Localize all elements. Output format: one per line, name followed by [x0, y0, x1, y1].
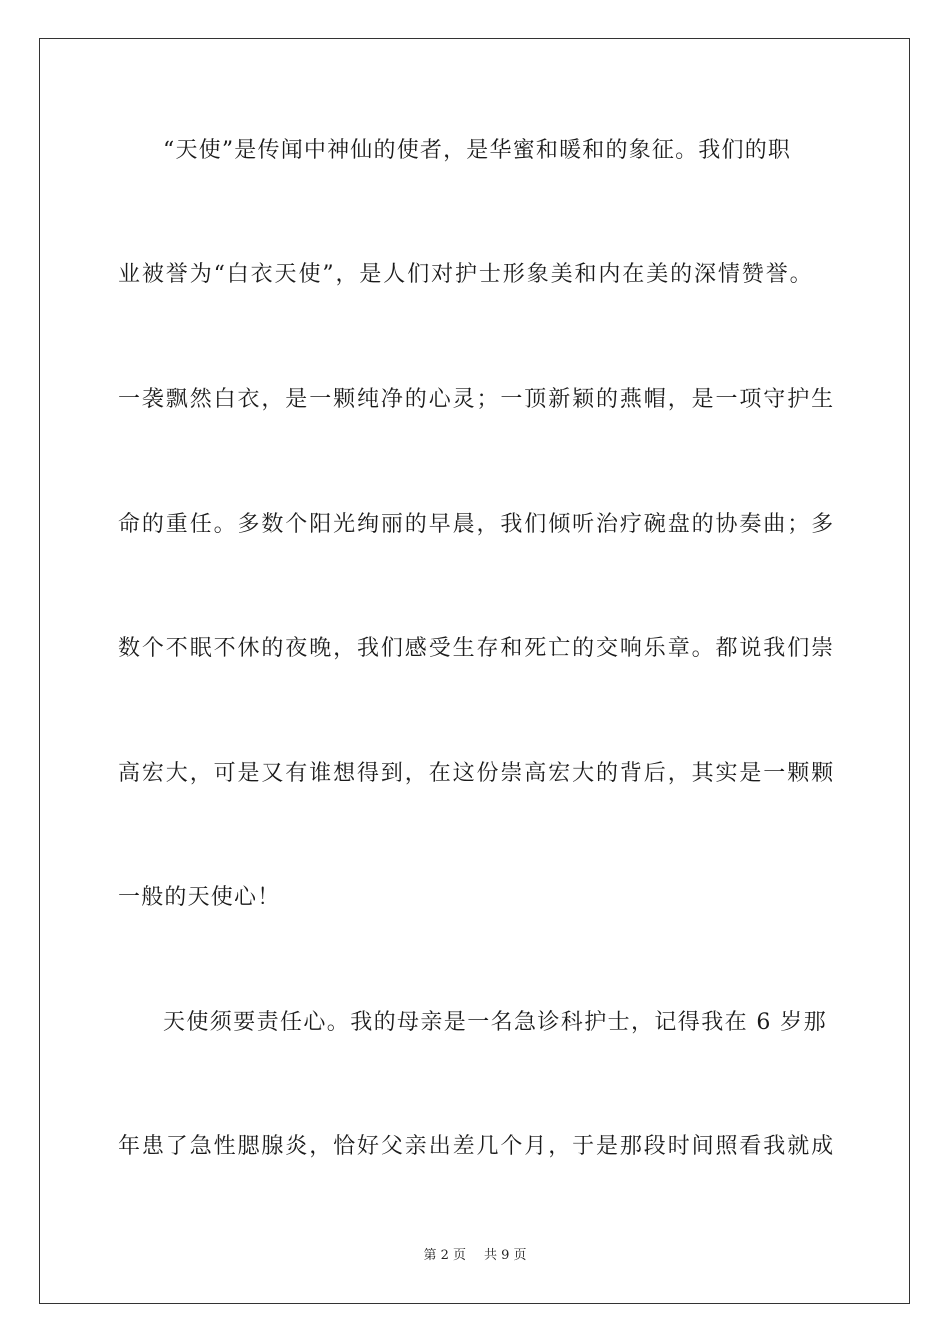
- paragraph-line: 一般的天使心！: [118, 885, 281, 910]
- page-border: [39, 38, 910, 1304]
- paragraph-line: 年患了急性腮腺炎，恰好父亲出差几个月，于是那段时间照看我就成: [118, 1134, 836, 1159]
- paragraph-line: 数个不眠不休的夜晚，我们感受生存和死亡的交响乐章。都说我们崇: [118, 636, 836, 661]
- paragraph-line: 命的重任。多数个阳光绚丽的早晨，我们倾听治疗碗盘的协奏曲；多: [118, 512, 836, 537]
- paragraph-line: 天使须要责任心。我的母亲是一名急诊科护士，记得我在 6 岁那: [163, 1010, 827, 1035]
- paragraph-line: 高宏大，可是又有谁想得到，在这份崇高宏大的背后，其实是一颗颗: [118, 761, 836, 786]
- total-page-count: 共 9 页: [484, 1248, 527, 1263]
- paragraph-line: 一袭飘然白衣，是一颗纯净的心灵；一顶新颖的燕帽，是一项守护生: [118, 387, 836, 412]
- current-page-number: 第 2 页: [423, 1248, 466, 1263]
- page-footer: [0, 1247, 950, 1265]
- paragraph-line: “天使”是传闻中神仙的使者，是华蜜和暖和的象征。我们的职: [163, 138, 792, 163]
- paragraph-line: 业被誉为“白衣天使”，是人们对护士形象美和内在美的深情赞誉。: [118, 262, 814, 287]
